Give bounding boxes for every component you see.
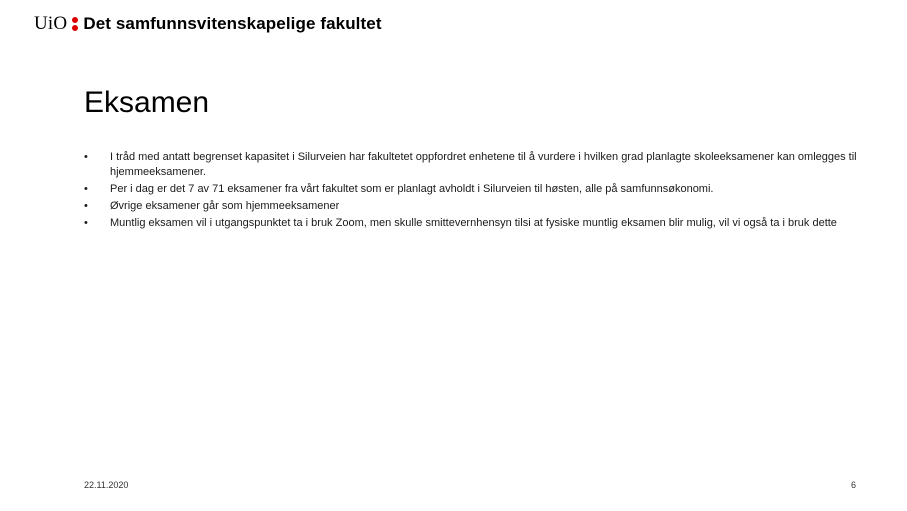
bullet-item — [84, 199, 864, 214]
footer-date: 22.11.2020 — [84, 480, 129, 490]
bullet-icon: • — [84, 200, 88, 212]
bullet-icon: • — [84, 183, 88, 195]
bullet-item — [84, 150, 864, 180]
uio-logo-icon — [72, 15, 78, 33]
bullet-icon: • — [84, 217, 88, 229]
page-number: 6 — [850, 480, 856, 490]
bullet-text: Muntlig eksamen vil i utgangspunktet ta i bruk Zoom, men skulle smittevernhensyn tilsi at fysiske muntlig eksamen blir mulig, vil vi også ta i bruk dette — [110, 217, 837, 229]
logo-dot-bottom — [72, 25, 78, 31]
bullet-item — [84, 216, 864, 231]
slide-title: Eksamen — [84, 86, 210, 119]
bullet-item — [84, 182, 864, 197]
faculty-name: Det samfunnsvitenskapelige fakultet — [83, 14, 382, 33]
bullet-text: Øvrige eksamener går som hjemmeeksamener — [110, 200, 340, 212]
bullet-list — [84, 150, 864, 233]
logo-dot-top — [72, 17, 78, 23]
bullet-text: Per i dag er det 7 av 71 eksamener fra vårt fakultet som er planlagt avholdt i Silurveien til høsten, alle på samfunnsøkonomi. — [110, 183, 714, 195]
bullet-icon: • — [84, 151, 88, 163]
bullet-text: I tråd med antatt begrenset kapasitet i Silurveien har fakultetet oppfordret enhetene til å vurdere i hvilken grad planlagte skoleeksamener kan omlegges til hjemmeeksamener. — [110, 151, 857, 178]
slide-header — [34, 12, 382, 36]
uio-logo-text: UiO — [34, 13, 68, 34]
